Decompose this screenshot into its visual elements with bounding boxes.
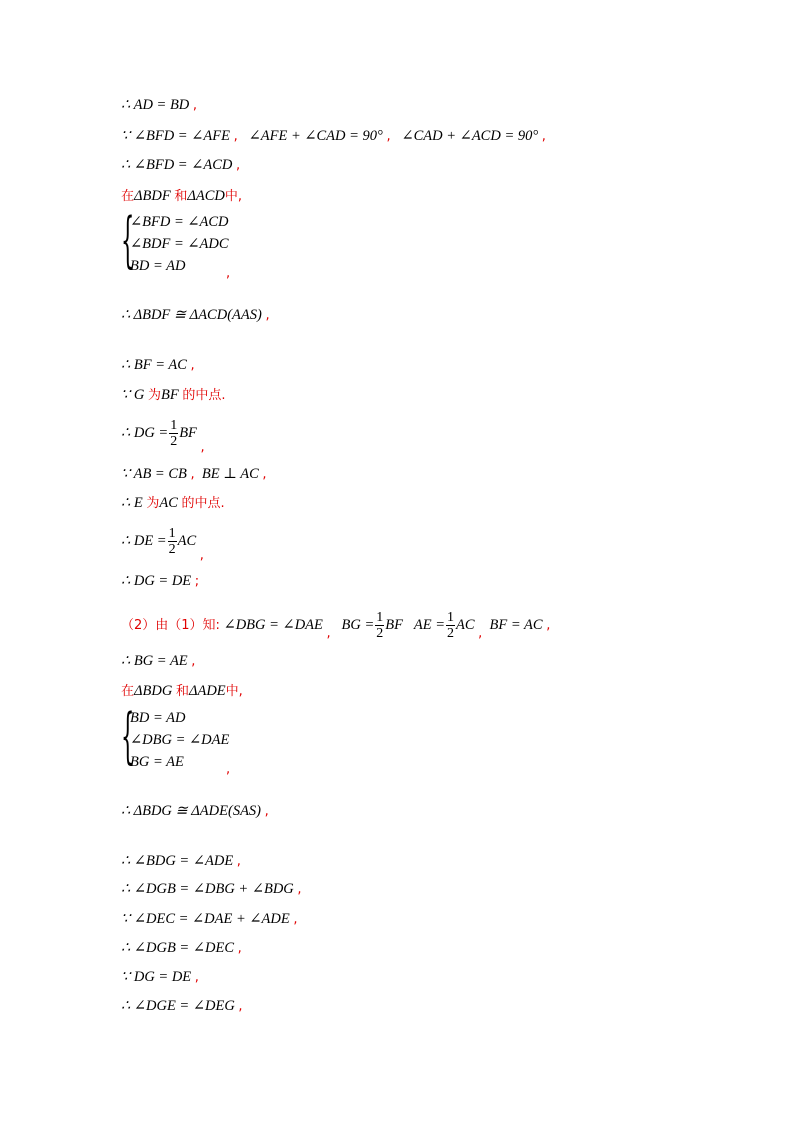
math-expression: BF [385,616,403,633]
math-expression: ∵ DG = DE [121,969,192,985]
comma: , [236,158,241,173]
math-expression: ∴ ΔBDF ≅ ΔACD(AAS) [121,307,262,323]
system-row: ∠DBG = ∠DAE [130,732,230,748]
line-17 [121,852,241,871]
math-expression: BF = AC [489,616,543,633]
triangle-bdf: ΔBDF [134,188,171,204]
math-expression: ∴ E [121,495,143,511]
segment-ac: AC [159,495,178,511]
system-row: BG = AE [130,754,184,770]
comma: , [190,358,195,373]
comma: , [237,941,242,956]
system-row: BD = AD [130,258,186,274]
text-wei: 为 [147,388,161,403]
triangle-acd: ΔACD [187,188,225,204]
math-expression: AC [456,616,475,633]
comma: , [191,654,196,669]
line-3 [121,156,240,175]
line-19 [121,910,298,929]
comma: , [192,98,198,113]
text-zhong: 中, [225,684,243,699]
math-expression: BG = [341,616,375,633]
line-15 [121,682,243,701]
comma: , [190,467,195,482]
line-1 [121,96,197,115]
math-expression: ∴ AD = BD [121,97,190,113]
fraction: $\frac{1}{2}$ [447,610,454,641]
comma: , [194,970,199,985]
math-expression: ∵ ∠BFD = ∠AFE [121,128,230,144]
text-he: 和 [174,189,188,204]
math-expression: ∴ ∠BDG = ∠ADE [121,853,234,869]
line-10 [121,494,225,513]
comma: , [265,308,270,323]
line-6 [121,356,195,375]
text-midpoint: 的中点. [182,388,226,403]
math-expression: ∴ DE = [121,532,167,549]
math-expression: ∴ ∠DGB = ∠DBG + ∠BDG [121,881,294,897]
equation-system-2 [121,701,261,774]
comma: , [236,854,241,869]
text-wei: 为 [146,496,160,511]
line-9 [121,465,267,484]
comma: , [233,129,238,144]
text-zai: 在 [121,189,135,204]
comma: , [386,129,391,144]
text-he: 和 [175,684,189,699]
triangle-bdg: ΔBDG [134,683,173,699]
comma: , [293,912,298,927]
line-2 [121,127,546,146]
math-expression: ∠DBG = ∠DAE [223,616,323,633]
comma: , [264,804,269,819]
system-row: ∠BDF = ∠ADC [130,236,229,252]
line-12 [121,572,199,591]
comma: , [226,266,231,281]
left-brace: { [121,205,135,275]
line-13 [121,610,550,641]
math-expression: ∴ DG = DE [121,573,192,589]
line-4 [121,187,242,206]
math-expression: ∴ BG = AE [121,653,188,669]
comma: , [200,439,205,455]
math-expression: BE ⊥ AC [201,466,259,482]
part-2-heading: （2）由（1）知: [121,617,220,633]
text-zai: 在 [121,684,135,699]
comma: , [262,467,267,482]
comma: , [226,762,231,777]
math-expression: ∵ ∠DEC = ∠DAE + ∠ADE [121,911,290,927]
math-expression: ∠CAD + ∠ACD = 90° [401,128,539,144]
line-16 [121,802,269,821]
math-expression: AC [177,532,197,549]
math-expression: AE = [413,616,445,633]
fraction: $\frac{1}{2}$ [168,526,176,557]
triangle-ade: ΔADE [188,683,226,699]
line-20 [121,939,242,958]
math-expression: ∵ G [121,387,145,403]
line-7 [121,386,225,405]
system-row: ∠BFD = ∠ACD [130,214,229,230]
math-expression: ∴ ΔBDG ≅ ΔADE(SAS) [121,803,262,819]
equation-system-1 [121,205,261,278]
text-zhong: 中, [224,189,243,204]
math-expression: ∴ ∠DGB = ∠DEC [121,940,234,956]
math-expression: BF [179,424,197,441]
line-8 [121,418,205,455]
line-11 [121,526,204,563]
line-22 [121,997,243,1016]
math-expression: ∴ ∠DGE = ∠DEG [121,998,235,1014]
math-expression: ∴ ∠BFD = ∠ACD [121,157,233,173]
comma: , [478,625,483,641]
comma: , [326,625,331,641]
math-expression: ∴ DG = [121,424,169,441]
segment-bf: BF [160,387,179,403]
system-row: BD = AD [130,710,186,726]
comma: , [199,547,204,563]
math-expression: ∵ AB = CB [121,466,187,482]
line-5 [121,306,270,325]
math-expression: ∠AFE + ∠CAD = 90° [248,128,383,144]
line-14 [121,652,195,671]
left-brace: { [121,701,135,771]
line-18 [121,880,302,899]
text-midpoint: 的中点. [181,496,225,511]
comma: , [546,617,551,633]
line-21 [121,968,199,987]
comma: , [238,999,243,1014]
comma: , [297,882,302,897]
semicolon: ; [194,574,200,589]
math-expression: ∴ BF = AC [121,357,187,373]
comma: , [541,129,546,144]
fraction: $\frac{1}{2}$ [376,610,384,641]
fraction: $\frac{1}{2}$ [170,418,178,449]
